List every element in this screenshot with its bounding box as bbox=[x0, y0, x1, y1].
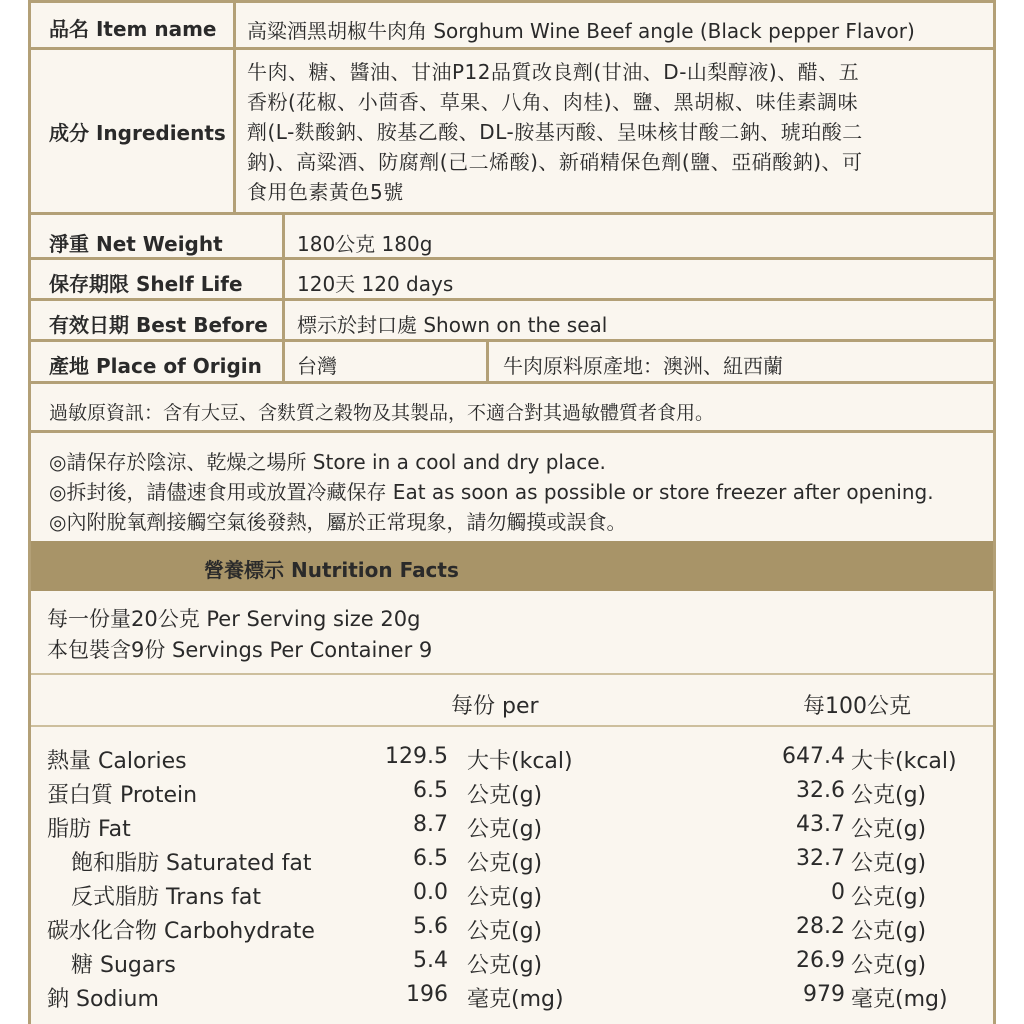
divider bbox=[31, 257, 993, 260]
servings-per-container: 本包裝含9份 Servings Per Container 9 bbox=[47, 638, 433, 662]
per-serving-unit: 公克(g) bbox=[467, 817, 543, 842]
per-serving-unit: 公克(g) bbox=[467, 783, 543, 808]
per-serving-unit: 公克(g) bbox=[467, 919, 543, 944]
per-serving-value: 5.6 bbox=[413, 914, 448, 939]
beef-origin-value: 牛肉原料原產地：澳洲、紐西蘭 bbox=[503, 354, 783, 378]
serving-size: 每一份量20公克 Per Serving size 20g bbox=[47, 607, 421, 631]
divider bbox=[31, 673, 993, 675]
nutrition-title: 營養標示 Nutrition Facts bbox=[204, 558, 459, 582]
divider bbox=[486, 339, 489, 384]
divider bbox=[31, 298, 993, 301]
nutrient-row bbox=[31, 948, 993, 982]
ingredients-line: 劑(L-麩酸鈉、胺基乙酸、DL-胺基丙酸、呈味核甘酸二鈉、琥珀酸二 bbox=[247, 120, 863, 144]
per-100g-header: 每100公克 bbox=[803, 694, 911, 719]
per-serving-unit: 公克(g) bbox=[467, 953, 543, 978]
per-100g-unit: 公克(g) bbox=[851, 953, 927, 978]
per-100g-value: 28.2 bbox=[796, 914, 845, 939]
per-serving-header: 每份 per bbox=[451, 694, 539, 719]
per-100g-unit: 公克(g) bbox=[851, 885, 927, 910]
per-serving-value: 8.7 bbox=[413, 812, 448, 837]
per-100g-unit: 公克(g) bbox=[851, 851, 927, 876]
divider bbox=[31, 0, 993, 3]
per-serving-unit: 公克(g) bbox=[467, 851, 543, 876]
per-100g-value: 979 bbox=[803, 982, 845, 1007]
item-name-label: 品名 Item name bbox=[49, 17, 217, 41]
nutrient-row bbox=[31, 778, 993, 812]
allergen-info: 過敏原資訊：含有大豆、含麩質之穀物及其製品，不適合對其過敏體質者食用。 bbox=[49, 402, 715, 424]
per-100g-value: 26.9 bbox=[796, 948, 845, 973]
nutrient-label: 糖 Sugars bbox=[71, 953, 176, 978]
origin-value: 台灣 bbox=[297, 354, 337, 378]
nutrient-label: 飽和脂肪 Saturated fat bbox=[71, 851, 312, 876]
per-100g-value: 647.4 bbox=[782, 744, 845, 769]
per-serving-unit: 公克(g) bbox=[467, 885, 543, 910]
per-serving-value: 6.5 bbox=[413, 778, 448, 803]
storage-note: ◎請保存於陰涼、乾燥之場所 Store in a cool and dry place. bbox=[49, 450, 606, 474]
per-100g-value: 32.6 bbox=[796, 778, 845, 803]
origin-label: 產地 Place of Origin bbox=[49, 354, 262, 378]
divider bbox=[31, 47, 993, 50]
ingredients-text bbox=[247, 57, 992, 207]
per-100g-unit: 公克(g) bbox=[851, 783, 927, 808]
per-100g-value: 32.7 bbox=[796, 846, 845, 871]
per-100g-unit: 大卡(kcal) bbox=[851, 749, 957, 774]
net-weight-label: 淨重 Net Weight bbox=[49, 232, 223, 256]
storage-note: ◎拆封後，請儘速食用或放置冷藏保存 Eat as soon as possible or store freezer after opening. bbox=[49, 480, 934, 504]
nutrient-label: 反式脂肪 Trans fat bbox=[71, 885, 261, 910]
divider bbox=[31, 212, 993, 215]
nutrient-row bbox=[31, 914, 993, 948]
per-serving-value: 196 bbox=[406, 982, 448, 1007]
nutrient-label: 蛋白質 Protein bbox=[47, 783, 198, 808]
ingredients-line: 牛肉、糖、醬油、甘油P12品質改良劑(甘油、D-山梨醇液)、醋、五 bbox=[247, 60, 860, 84]
divider bbox=[233, 0, 236, 215]
nutrient-label: 脂肪 Fat bbox=[47, 817, 131, 842]
per-serving-unit: 毫克(mg) bbox=[467, 987, 564, 1012]
nutrient-row bbox=[31, 880, 993, 914]
nutrition-header-bar bbox=[31, 541, 993, 591]
best-before-label: 有效日期 Best Before bbox=[49, 313, 268, 337]
per-100g-value: 0 bbox=[831, 880, 845, 905]
per-100g-unit: 毫克(mg) bbox=[851, 987, 948, 1012]
net-weight-value: 180公克 180g bbox=[297, 232, 433, 256]
nutrient-row bbox=[31, 812, 993, 846]
per-100g-unit: 公克(g) bbox=[851, 817, 927, 842]
divider bbox=[31, 725, 993, 727]
per-serving-value: 129.5 bbox=[385, 744, 448, 769]
per-serving-value: 5.4 bbox=[413, 948, 448, 973]
item-name-value: 高粱酒黑胡椒牛肉角 Sorghum Wine Beef angle (Black pepper Flavor) bbox=[247, 19, 915, 43]
per-100g-value: 43.7 bbox=[796, 812, 845, 837]
divider bbox=[31, 430, 993, 433]
nutrient-label: 鈉 Sodium bbox=[47, 987, 159, 1012]
best-before-value: 標示於封口處 Shown on the seal bbox=[297, 313, 608, 337]
nutrient-row bbox=[31, 982, 993, 1016]
nutrient-label: 碳水化合物 Carbohydrate bbox=[47, 919, 315, 944]
divider bbox=[31, 381, 993, 384]
nutrient-row bbox=[31, 846, 993, 880]
ingredients-line: 鈉)、高粱酒、防腐劑(己二烯酸)、新硝精保色劑(鹽、亞硝酸鈉)、可 bbox=[247, 150, 863, 174]
per-100g-unit: 公克(g) bbox=[851, 919, 927, 944]
per-serving-value: 0.0 bbox=[413, 880, 448, 905]
shelf-life-value: 120天 120 days bbox=[297, 272, 454, 296]
ingredients-line: 香粉(花椒、小茴香、草果、八角、肉桂)、鹽、黑胡椒、味佳素調味 bbox=[247, 90, 859, 114]
shelf-life-label: 保存期限 Shelf Life bbox=[49, 272, 243, 296]
product-info-card bbox=[28, 0, 996, 1024]
ingredients-label: 成分 Ingredients bbox=[49, 121, 226, 145]
divider bbox=[282, 212, 285, 384]
nutrient-label: 熱量 Calories bbox=[47, 749, 187, 774]
divider bbox=[31, 339, 993, 342]
ingredients-line: 食用色素黃色5號 bbox=[247, 180, 404, 204]
nutrient-row bbox=[31, 744, 993, 778]
per-serving-unit: 大卡(kcal) bbox=[467, 749, 573, 774]
storage-note: ◎內附脫氧劑接觸空氣後發熱，屬於正常現象，請勿觸摸或誤食。 bbox=[49, 510, 627, 534]
per-serving-value: 6.5 bbox=[413, 846, 448, 871]
